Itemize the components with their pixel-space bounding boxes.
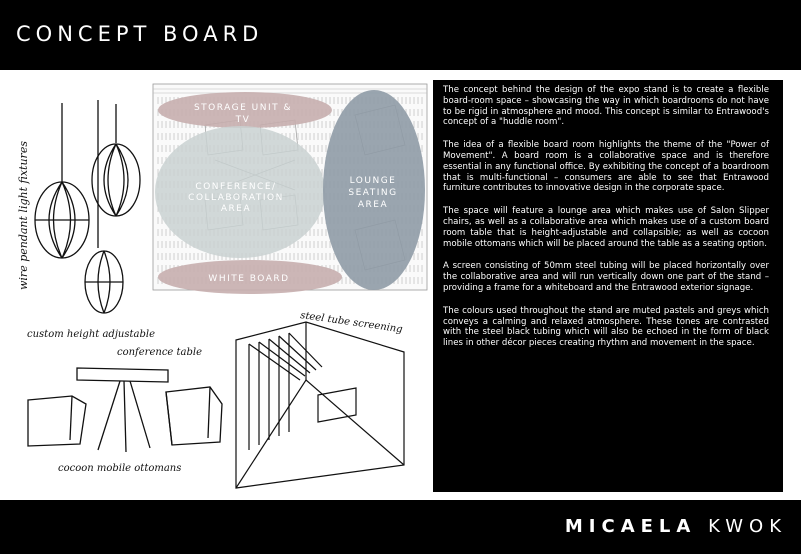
footer-bar [0, 500, 801, 554]
description-paragraph: The space will feature a lounge area which makes use of Salon Slipper chairs, as well as a collaborative area which makes use of a custom board room table that is height-adjustable and collapsible; as well as cocoon mobile ottomans which will be placed around the table as a seating option. [443, 206, 769, 249]
author-last-name: KWOK [708, 516, 787, 537]
author-name [565, 516, 787, 537]
lounge-label-1: LOUNGE [349, 176, 397, 186]
author-first-name: MICAELA [564, 516, 697, 537]
storage-label-1: STORAGE UNIT & [193, 103, 293, 113]
conference-label-2: COLLABORATION [188, 193, 284, 203]
description-paragraph: A screen consisting of 50mm steel tubing will be placed horizontally over the collaborative area and will run vertically down one part of the stand – providing a frame for a whiteboard and the Entrawood exterior signage. [443, 261, 769, 293]
table-label-1: custom height adjustable [27, 329, 156, 340]
ottomans-label: cocoon mobile ottomans [58, 463, 182, 474]
pendants-label: wire pendant light fixtures [17, 141, 30, 290]
description-paragraph: The concept behind the design of the expo stand is to create a flexible board-room space – showcasing the way in which boardrooms do not have to be rigid in atmosphere and mood. This concept is similar to Entrawood's concept of a "huddle room". [443, 85, 769, 128]
conference-label-1: CONFERENCE/ [195, 182, 277, 192]
concept-sketch [0, 70, 433, 500]
steel-screen-sketch [236, 322, 404, 488]
description-panel [433, 80, 783, 492]
floor-plan [153, 84, 427, 294]
storage-label-2: TV [235, 115, 251, 125]
lounge-label-3: AREA [357, 200, 389, 210]
screening-label: steel tube screening [299, 310, 404, 336]
description-paragraph: The colours used throughout the stand are muted pastels and greys which conveys a calming and relaxed atmosphere. These tones are contrasted with the steel black tubing which will also be echoed in the form of black lines in other décor pieces creating rhythm and movement in the space. [443, 305, 769, 349]
page-title: CONCEPT BOARD [16, 22, 264, 46]
whiteboard-label: WHITE BOARD [208, 274, 290, 284]
header-bar [0, 0, 801, 70]
conference-zone [155, 126, 325, 258]
table-ottomans-sketch [28, 368, 222, 452]
pendant-lights-sketch [35, 100, 140, 313]
description-paragraph: The idea of a flexible board room highlights the theme of the "Power of Movement". A board room is a collaborative space and is therefore essential in any functional office. By exhibiting the concept of a boardroom that is multi-functional – consumers are able to see that Entrawood furniture contributes to innovative design in the corporate space. [443, 140, 769, 194]
lounge-label-2: SEATING [348, 188, 398, 198]
table-label-2: conference table [117, 347, 203, 358]
conference-label-3: AREA [220, 204, 252, 214]
